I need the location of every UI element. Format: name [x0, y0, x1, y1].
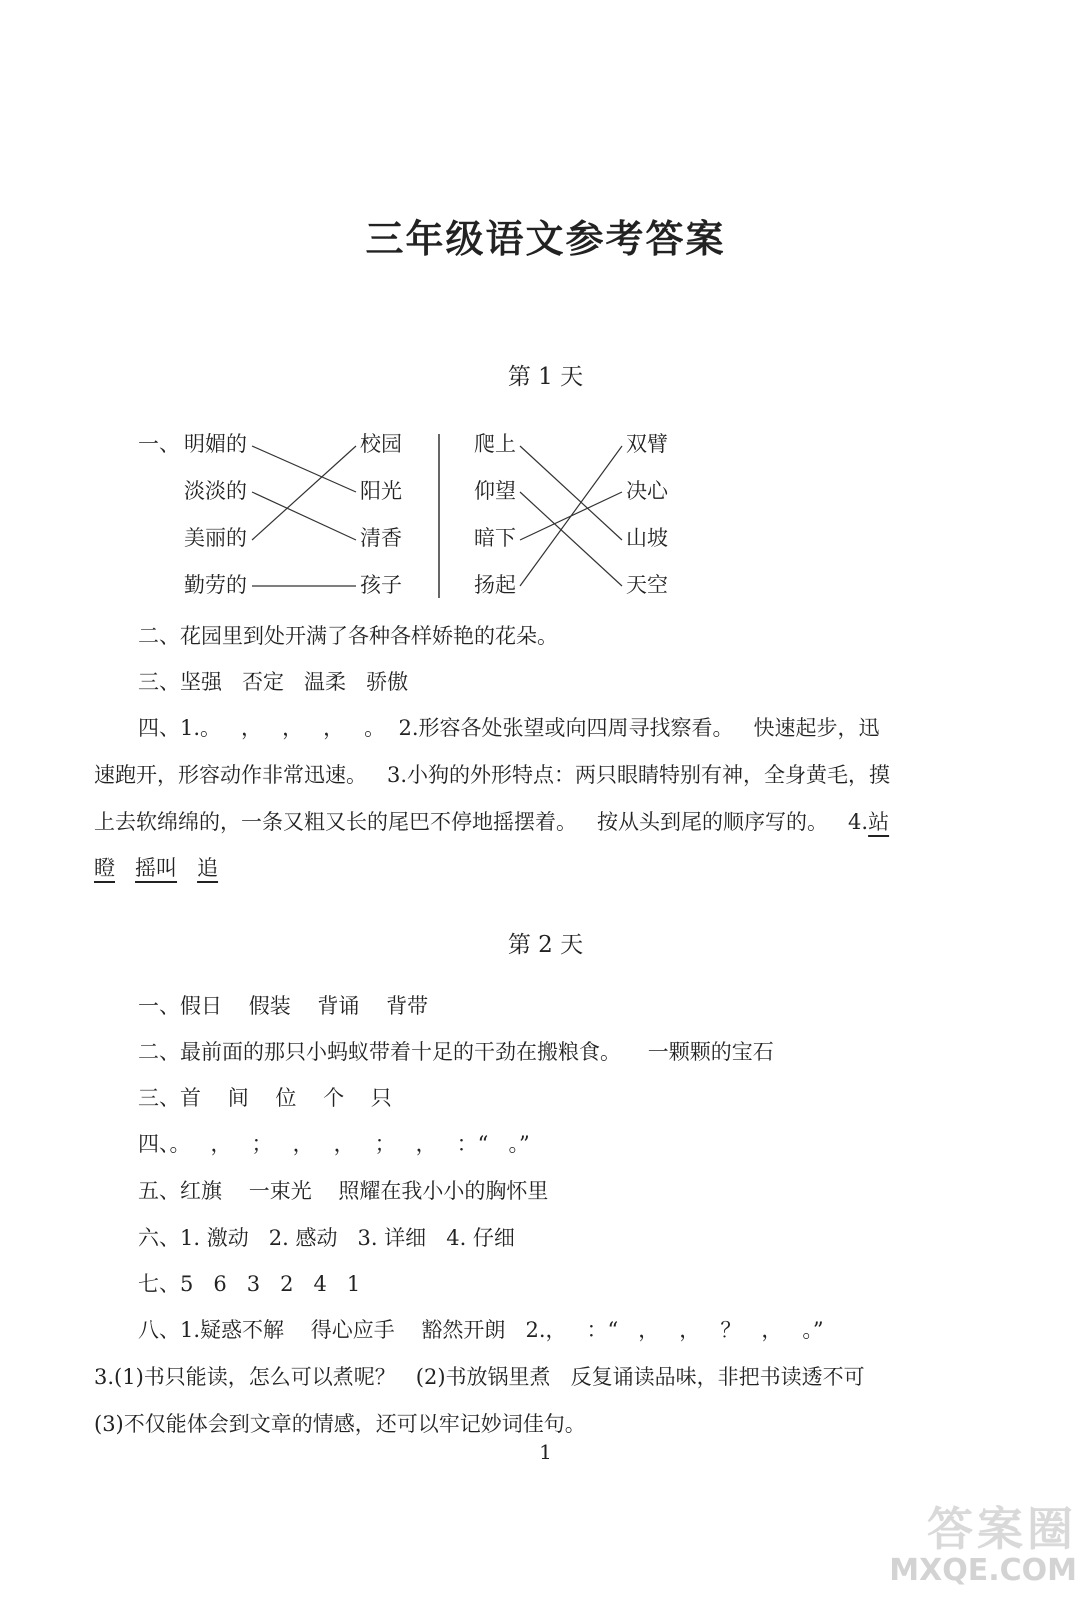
- watermark-bottom: MXQE.COM: [889, 1553, 1077, 1588]
- day2-q8-line1: 八、1.疑惑不解 得心应手 豁然开朗 2.， ：“ ， ， ？ ， 。”: [138, 1318, 824, 1342]
- day2-q5: 五、红旗 一束光 照耀在我小小的胸怀里: [138, 1179, 549, 1203]
- match-left-word: 明媚的: [184, 432, 247, 456]
- answer-word: 站: [868, 810, 890, 834]
- connector-line: [252, 446, 356, 540]
- day1-q2: 二、花园里到处开满了各种各样娇艳的花朵。: [138, 624, 558, 648]
- match-left-word: 美丽的: [184, 526, 247, 550]
- page-number: 1: [539, 1440, 552, 1464]
- day1-q4-text: 上去软绵绵的，一条又粗又长的尾巴不停地摇摆着。 按从头到尾的顺序写的。 4.: [94, 810, 869, 834]
- match-left-word: 勤劳的: [184, 573, 247, 597]
- match-right-word: 阳光: [360, 479, 402, 503]
- page-title: 三年级语文参考答案: [365, 216, 726, 261]
- day1-heading: 第 1 天: [507, 364, 584, 390]
- day2-heading: 第 2 天: [507, 932, 584, 958]
- day1-q4-line2: 速跑开，形容动作非常迅速。 3.小狗的外形特点：两只眼睛特别有神，全身黄毛，摸: [94, 763, 891, 787]
- answer-word: 瞪: [94, 856, 115, 880]
- answer-word: 追: [197, 856, 219, 880]
- day2-q2: 二、最前面的那只小蚂蚁带着十足的干劲在搬粮食。 一颗颗的宝石: [138, 1040, 774, 1064]
- connector-line: [252, 446, 356, 492]
- match-left-word: 仰望: [474, 479, 516, 503]
- day2-q3: 三、首 间 位 个 只: [138, 1086, 392, 1110]
- match-right-word: 决心: [626, 479, 668, 503]
- day2-q6: 六、1. 激动 2. 感动 3. 详细 4. 仔细: [138, 1226, 515, 1250]
- match-left-word: 暗下: [474, 526, 516, 550]
- day1-q4-line1: 四、1.。 ， ， ， 。 2.形容各处张望或向四周寻找察看。 快速起步，迅: [138, 716, 880, 740]
- day2-q8-line3: (3)不仅能体会到文章的情感，还可以牢记妙词佳句。: [94, 1412, 586, 1436]
- connector-line: [520, 446, 622, 586]
- day1-q3: 三、坚强 否定 温柔 骄傲: [138, 670, 409, 694]
- watermark-top: 答案圈: [927, 1502, 1077, 1556]
- match-right-word: 校园: [360, 432, 402, 456]
- answer-word: 摇叫: [135, 856, 178, 880]
- day2-q7: 七、5 6 3 2 4 1: [138, 1272, 361, 1296]
- connector-line: [520, 446, 622, 540]
- day2-q8-line2: 3.(1)书只能读，怎么可以煮呢？ (2)书放锅里煮 反复诵读品味，非把书读透不可: [94, 1365, 865, 1389]
- match-left-word: 淡淡的: [184, 479, 247, 503]
- match-right-word: 清香: [360, 526, 402, 550]
- match-right-word: 双臂: [626, 432, 668, 456]
- watermark-logo: [887, 1502, 1077, 1592]
- day1-q4-line4: [94, 858, 218, 879]
- day1-q4-line3: [94, 812, 889, 833]
- day2-q1: 一、假日 假装 背诵 背带: [138, 994, 429, 1018]
- match-right-word: 孩子: [360, 573, 402, 597]
- match-left-word: 扬起: [474, 573, 516, 597]
- match-right-word: 天空: [626, 573, 668, 597]
- day1-q1-label: 一、: [138, 432, 180, 456]
- connector-line: [520, 492, 622, 586]
- connector-line: [252, 492, 356, 540]
- match-left-word: 爬上: [474, 432, 516, 456]
- match-right-word: 山坡: [626, 526, 668, 550]
- day2-q4: 四、。 ， ； ， ， ； ， ：“ 。”: [138, 1132, 530, 1156]
